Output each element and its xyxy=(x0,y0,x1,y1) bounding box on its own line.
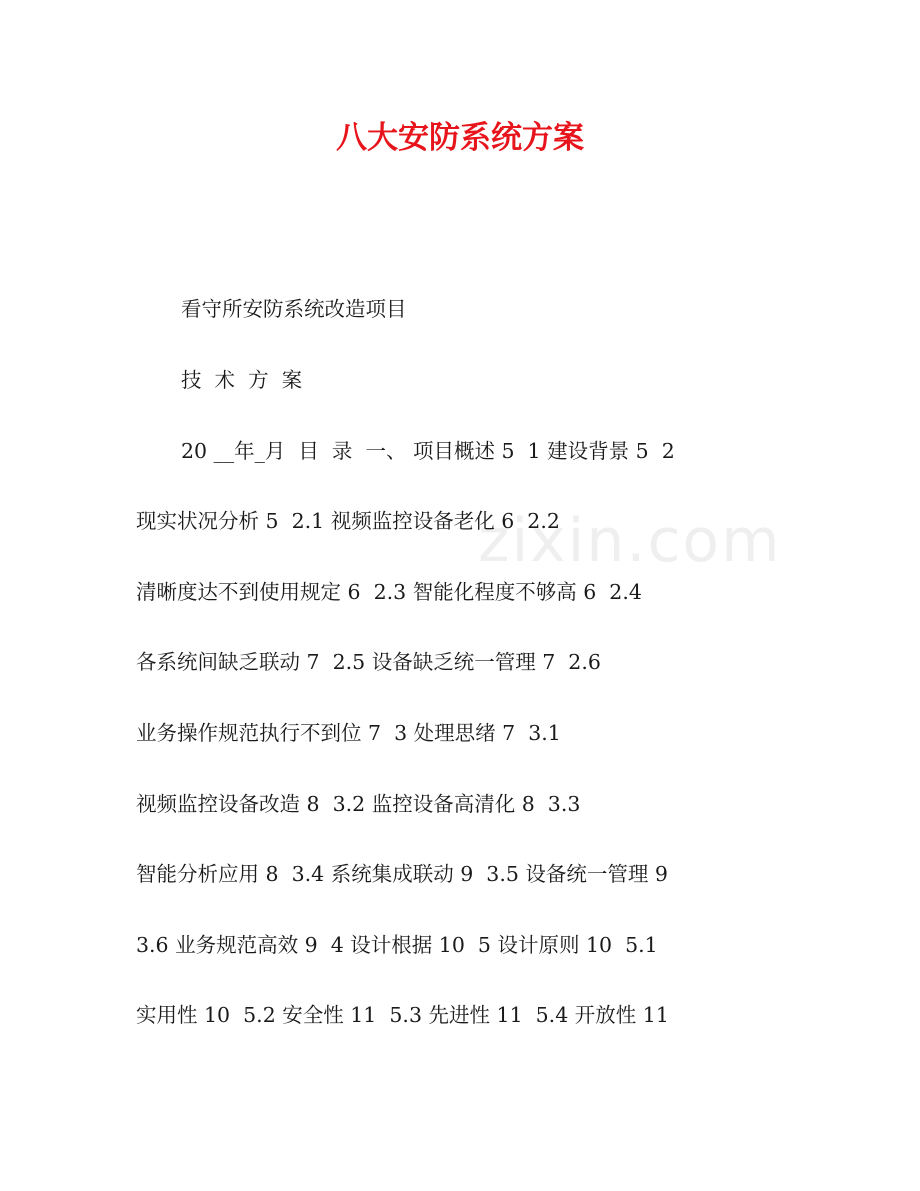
watermark: zixin.com xyxy=(478,506,782,576)
toc-line-5: 业务操作规范执行不到位 7 3 处理思绪 7 3.1 xyxy=(136,721,561,745)
toc-line-7: 智能分析应用 8 3.4 系统集成联动 9 3.5 设备统一管理 9 xyxy=(136,862,668,886)
toc-line-8: 3.6 业务规范高效 9 4 设计根据 10 5 设计原则 10 5.1 xyxy=(136,933,658,957)
toc-line-2: 现实状况分析 5 2.1 视频监控设备老化 6 2.2 xyxy=(136,509,560,533)
toc-line-4: 各系统间缺乏联动 7 2.5 设备缺乏统一管理 7 2.6 xyxy=(136,650,601,674)
toc-line-6: 视频监控设备改造 8 3.2 监控设备高清化 8 3.3 xyxy=(136,792,581,816)
technical-plan-line: 技 术 方 案 xyxy=(181,368,303,392)
toc-line-9: 实用性 10 5.2 安全性 11 5.3 先进性 11 5.4 开放性 11 xyxy=(136,1003,669,1027)
toc-line-3: 清晰度达不到使用规定 6 2.3 智能化程度不够高 6 2.4 xyxy=(136,580,642,604)
project-name-line: 看守所安防系统改造项目 xyxy=(181,297,407,321)
toc-line-1: 20 __年_月 目 录 一、 项目概述 5 1 建设背景 5 2 xyxy=(181,439,675,463)
document-title: 八大安防系统方案 xyxy=(336,120,584,156)
